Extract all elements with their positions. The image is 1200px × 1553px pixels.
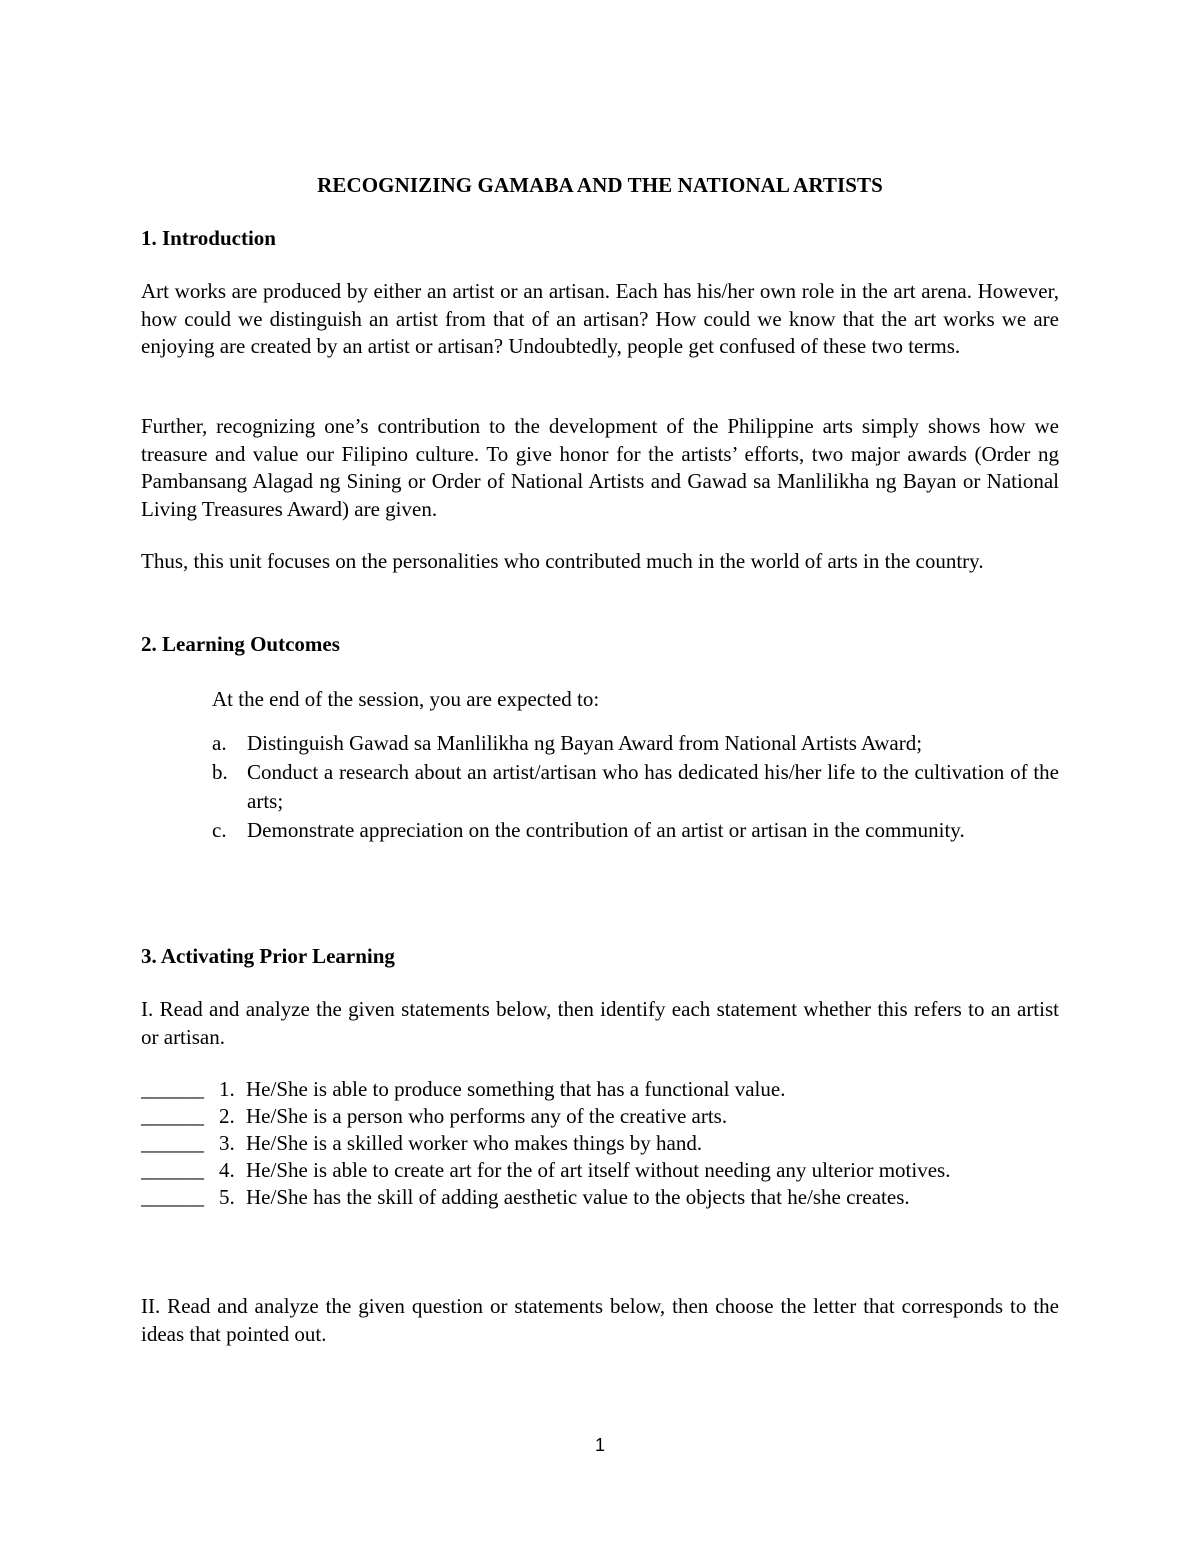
answer-blank: ______ [141, 1104, 204, 1128]
list-item-letter: a. [212, 731, 227, 755]
document-title: RECOGNIZING GAMABA AND THE NATIONAL ARTISTS [317, 173, 883, 197]
question-text: He/She has the skill of adding aesthetic value to the objects that he/she creates. [246, 1185, 910, 1209]
intro-paragraph-2: Further, recognizing one’s contribution to the development of the Philippine arts simply shows how we treasure and value our Filipino culture. To give honor for the artists’ efforts, two major awards (Order ng Pambansang Alagad ng Sining or Order of National Artists and Gawad sa Manlilikha ng Bayan or National Living Treasures Award) are given. [141, 414, 1059, 521]
answer-blank: ______ [141, 1158, 204, 1182]
section-heading-activating-prior-learning: 3. Activating Prior Learning [141, 944, 395, 968]
intro-paragraph-1: Art works are produced by either an artist or an artisan. Each has his/her own role in the art arena. However, how could we distinguish an artist from that of an artisan? How could we know that the art works we are enjoying are created by an artist or artisan? Undoubtedly, people get confused of these two terms. [141, 279, 1059, 358]
list-item-letter: c. [212, 818, 227, 842]
part2-instruction: II. Read and analyze the given question or statements below, then choose the letter that corresponds to the ideas that pointed out. [141, 1294, 1059, 1346]
list-item [212, 816, 1059, 845]
question-item [141, 1076, 1059, 1103]
answer-blank: ______ [141, 1077, 204, 1101]
question-number: 3. [219, 1131, 235, 1155]
question-number: 4. [219, 1158, 235, 1182]
answer-blank: ______ [141, 1185, 204, 1209]
part1-instruction: I. Read and analyze the given statements below, then identify each statement whether this refers to an artist or artisan. [141, 997, 1059, 1049]
question-number: 2. [219, 1104, 235, 1128]
question-text: He/She is a person who performs any of the creative arts. [246, 1104, 728, 1128]
list-item-text: Distinguish Gawad sa Manlilikha ng Bayan Award from National Artists Award; [247, 731, 923, 755]
document-page [141, 0, 1059, 1553]
page-number: 1 [594, 1435, 605, 1455]
question-number: 1. [219, 1077, 235, 1101]
question-item [141, 1184, 1059, 1211]
list-item [212, 729, 1059, 758]
outcomes-list [212, 729, 1059, 845]
intro-paragraph-3: Thus, this unit focuses on the personalities who contributed much in the world of arts in the country. [141, 549, 984, 573]
list-item-text: Conduct a research about an artist/artisan who has dedicated his/her life to the cultivation of the arts; [247, 760, 1059, 813]
section-heading-introduction: 1. Introduction [141, 226, 276, 250]
question-item [141, 1157, 1059, 1184]
question-text: He/She is able to produce something that has a functional value. [246, 1077, 786, 1101]
list-item [212, 758, 1059, 816]
question-item [141, 1103, 1059, 1130]
question-list [141, 1076, 1059, 1211]
answer-blank: ______ [141, 1131, 204, 1155]
list-item-letter: b. [212, 760, 228, 784]
section-heading-learning-outcomes: 2. Learning Outcomes [141, 632, 340, 656]
list-item-text: Demonstrate appreciation on the contribution of an artist or artisan in the community. [247, 818, 965, 842]
question-text: He/She is a skilled worker who makes things by hand. [246, 1131, 703, 1155]
question-item [141, 1130, 1059, 1157]
question-number: 5. [219, 1185, 235, 1209]
outcomes-intro: At the end of the session, you are expected to: [212, 687, 600, 711]
question-text: He/She is able to create art for the of art itself without needing any ulterior motives. [246, 1158, 951, 1182]
